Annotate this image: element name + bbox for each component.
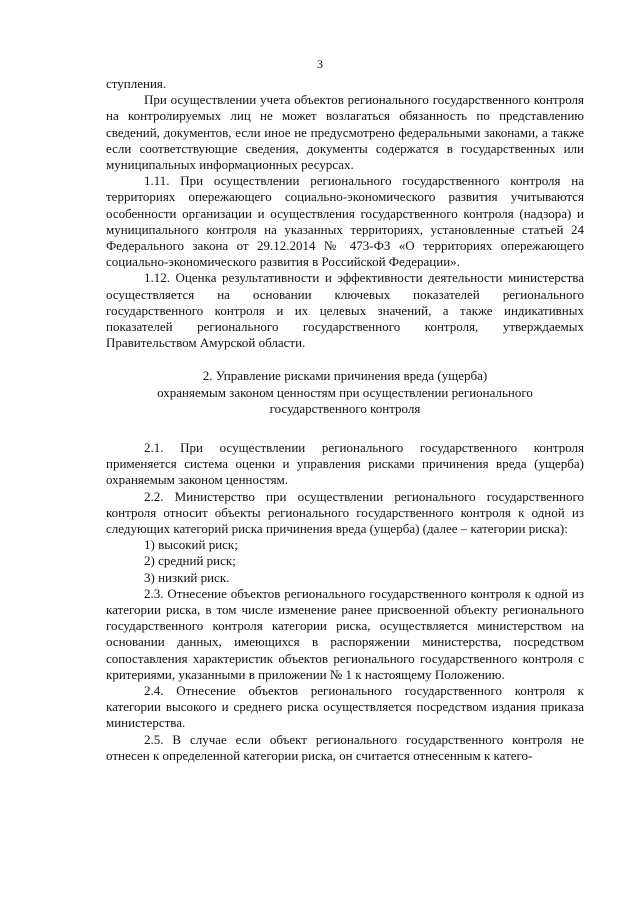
section-heading <box>106 368 584 418</box>
paragraph-continuation: ступления. <box>106 76 167 91</box>
paragraph-2-1: 2.1. При осуществлении регионального государственного контроля применяется система оценки и управления рисками причинения вреда (ущерба) охраняемым законом ценностям. <box>106 439 584 488</box>
paragraph-1-12: 1.12. Оценка результативности и эффективности деятельности министерства осуществляется на основании ключевых показателей регионального государственного контроля и их целевых значений, а также индикативных показателей регионального государственного контроля, утверждаемых Правительством Амурской области. <box>106 270 584 351</box>
paragraph: При осуществлении учета объектов регионального государственного контроля на контролируемых лиц не может возлагаться обязанность по представлению сведений, документов, если иное не предусмотрено федеральными законами, а также если соответствующие сведения, документы содержатся в государственных или муниципальных информационных ресурсах. <box>106 92 584 173</box>
list-item: 3) низкий риск. <box>144 569 230 585</box>
list-item: 2) средний риск; <box>144 553 236 569</box>
document-body <box>106 76 584 764</box>
heading-line: 2. Управление рисками причинения вреда (ущерба) <box>202 368 488 384</box>
paragraph-2-4: 2.4. Отнесение объектов регионального государственного контроля к категории высокого и среднего риска осуществляется посредством издания приказа министерства. <box>106 683 584 731</box>
paragraph-2-3: 2.3. Отнесение объектов регионального государственного контроля к одной из категории риска, в том числе изменение ранее присвоенной объекту регионального государственного контроля категории риска, осуществляется министерством на основании данных, имеющихся в распоряжении министерства, посредством сопоставления характеристик объектов регионального государственного контроля с критериями, указанными в приложении № 1 к настоящему Положению. <box>106 585 584 682</box>
heading-line: государственного контроля <box>269 401 421 417</box>
heading-line: охраняемым законом ценностям при осуществлении регионального <box>157 384 533 400</box>
paragraph-2-2: 2.2. Министерство при осуществлении регионального государственного контроля относит объекты регионального государственного контроля к одной из следующих категорий риска причинения вреда (ущерба) (далее – категории риска): <box>106 488 584 536</box>
list-item: 1) высокий риск; <box>144 537 238 553</box>
paragraph-1-11: 1.11. При осуществлении регионального государственного контроля на территориях опережающего социально-экономического развития учитываются особенности организации и осуществления государственного контроля (надзора) и муниципального контроля на указанных территориях, установленные статьей 24 Федерального закона от 29.12.2014 № 473-ФЗ «О территориях опережающего социально-экономического развития в Российской Федерации». <box>106 173 584 270</box>
page-number: 3 <box>317 57 323 71</box>
paragraph-2-5: 2.5. В случае если объект регионального государственного контроля не отнесен к определенной категории риска, он считается отнесенным к катего- <box>106 731 584 763</box>
